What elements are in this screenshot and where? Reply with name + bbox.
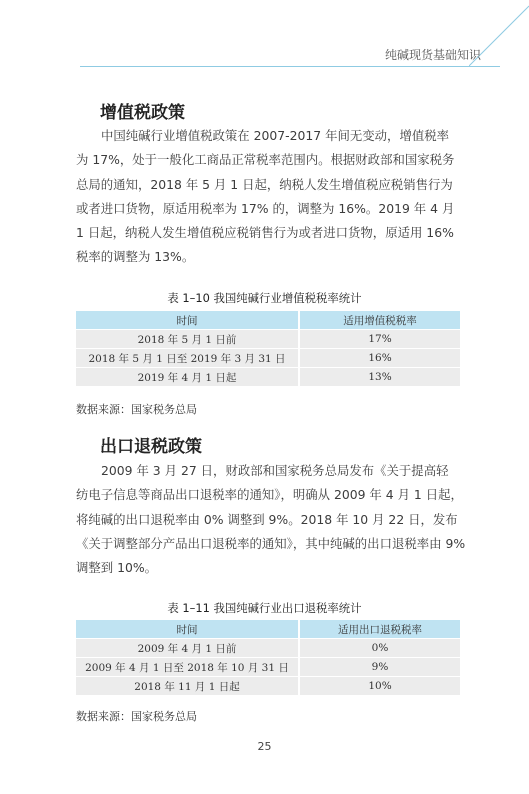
text-line: 纺电子信息等商品出口退税率的通知》，明确从 2009 年 4 月 1 日起， (76, 487, 463, 503)
text-line: 将纯碱的出口退税率由 0% 调整到 9%。2018 年 10 月 22 日，发布 (76, 511, 458, 527)
data-source-note: 数据来源：国家税务总局 (76, 710, 197, 723)
column-header-time: 时间 (76, 311, 299, 330)
text-line: 或者进口货物，原适用税率为 17% 的，调整为 16%。2019 年 4 月 (76, 200, 455, 216)
running-header: 纯碱现货基础知识 (384, 48, 481, 62)
table-row (76, 677, 460, 696)
table-header-row (76, 311, 460, 330)
table-cell: 17% (299, 330, 460, 349)
table-row (76, 349, 460, 368)
table-caption-export-rebate: 表 1–11 我国纯碱行业出口退税率统计 (167, 601, 362, 615)
table-export-rebate-rates (76, 620, 460, 695)
section-title-vat: 增值税政策 (100, 103, 185, 123)
page-number: 25 (257, 740, 272, 753)
table-header-row (76, 620, 460, 639)
table-caption-vat: 表 1–10 我国纯碱行业增值税税率统计 (167, 291, 362, 305)
paragraph-export-rebate (76, 459, 468, 580)
table-cell: 9% (299, 658, 460, 677)
table-cell: 0% (299, 639, 460, 658)
table-cell: 13% (299, 368, 460, 387)
column-header-rate: 适用出口退税税率 (299, 620, 460, 639)
header-rule (80, 66, 500, 67)
table-cell: 2009 年 4 月 1 日至 2018 年 10 月 31 日 (76, 658, 299, 677)
table-row (76, 639, 460, 658)
table-cell: 2019 年 4 月 1 日起 (76, 368, 299, 387)
corner-decoration (469, 0, 529, 90)
table-row (76, 658, 460, 677)
paragraph-vat (76, 124, 468, 270)
table-vat-rates (76, 311, 460, 386)
text-line: 1 日起，纳税人发生增值税应税销售行为或者进口货物，原适用 16% (76, 225, 454, 241)
table-cell: 2018 年 5 月 1 日至 2019 年 3 月 31 日 (76, 349, 299, 368)
table-row (76, 330, 460, 349)
table-row (76, 368, 460, 387)
table-cell: 2009 年 4 月 1 日前 (76, 639, 299, 658)
table-cell: 2018 年 11 月 1 日起 (76, 677, 299, 696)
table-cell: 10% (299, 677, 460, 696)
table-cell: 16% (299, 349, 460, 368)
column-header-time: 时间 (76, 620, 299, 639)
column-header-rate: 适用增值税税率 (299, 311, 460, 330)
text-line: 税率的调整为 13%。 (76, 249, 195, 265)
table-cell: 2018 年 5 月 1 日前 (76, 330, 299, 349)
text-line: 总局的通知，2018 年 5 月 1 日起，纳税人发生增值税应税销售行为 (76, 176, 453, 192)
text-line: 为 17%，处于一般化工商品正常税率范围内。根据财政部和国家税务 (76, 152, 455, 168)
text-line: 中国纯碱行业增值税政策在 2007-2017 年间无变动，增值税率 (101, 128, 450, 143)
text-line: 2009 年 3 月 27 日，财政部和国家税务总局发布《关于提高轻 (101, 463, 449, 478)
section-title-export-rebate: 出口退税政策 (100, 437, 202, 457)
text-line: 调整到 10%。 (76, 560, 158, 576)
text-line: 《关于调整部分产品出口退税率的通知》，其中纯碱的出口退税率由 9% (76, 535, 466, 551)
data-source-note: 数据来源：国家税务总局 (76, 403, 197, 416)
